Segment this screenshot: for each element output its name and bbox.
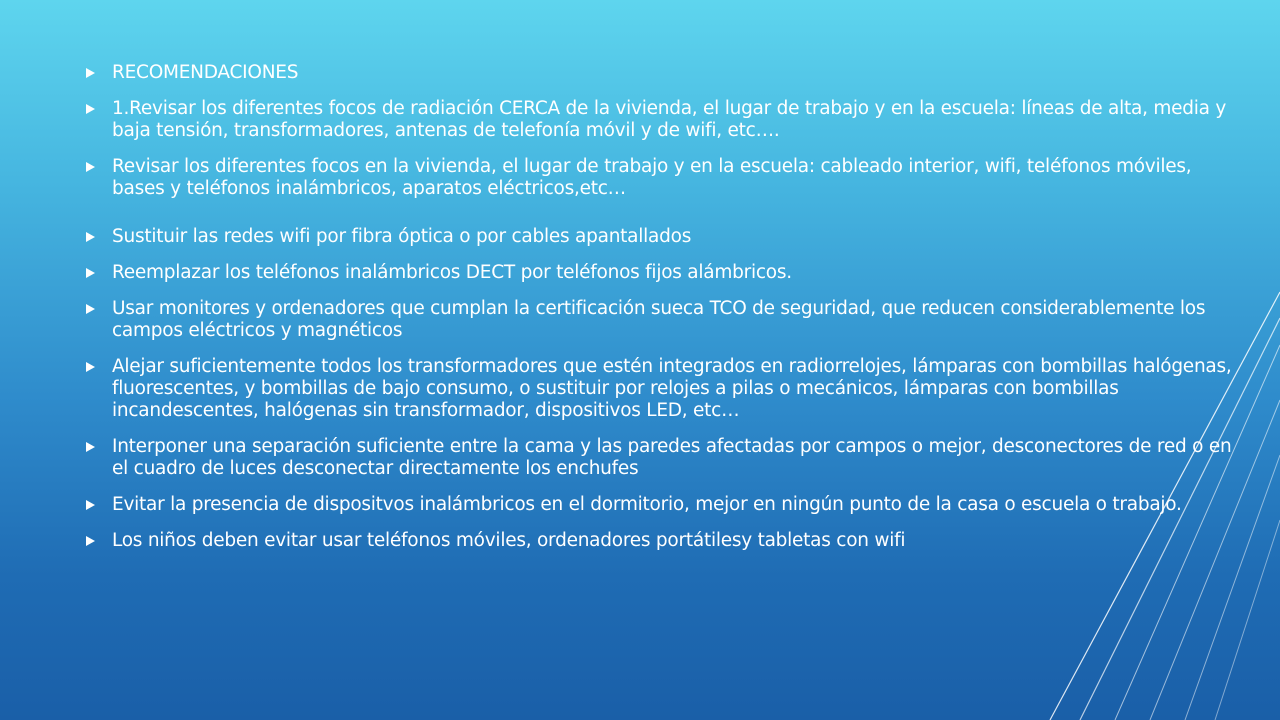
list-item-text: Usar monitores y ordenadores que cumplan la certificación sueca TCO de seguridad, que reducen considerablemente los campos eléctricos y magnéticos [112,298,1206,341]
arrowhead-bullet-icon [86,98,112,120]
list-item-text: Reemplazar los teléfonos inalámbricos DECT por teléfonos fijos alámbricos. [112,262,792,283]
list-item-text: Evitar la presencia de dispositvos inalámbricos en el dormitorio, mejor en ningún punto de la casa o escuela o trabajo. [112,494,1182,515]
bullet-list [86,62,1236,566]
arrowhead-bullet-icon [86,156,112,178]
list-item-text: 1.Revisar los diferentes focos de radiación CERCA de la vivienda, el lugar de trabajo y en la escuela: líneas de alta, media y baja tensión, transformadores, antenas de telefonía móvil y de wifi, etc…. [112,98,1227,141]
list-item-text: Revisar los diferentes focos en la vivienda, el lugar de trabajo y en la escuela: cableado interior, wifi, teléfonos móviles, bases y teléfonos inalámbricos, aparatos eléctricos,etc… [112,156,1192,199]
list-item-text: Sustituir las redes wifi por fibra óptica o por cables apantallados [112,226,692,247]
arrowhead-bullet-icon [86,298,112,320]
arrowhead-bullet-icon [86,530,112,552]
list-item-text: Interponer una separación suficiente entre la cama y las paredes afectadas por campos o mejor, desconectores de red o en el cuadro de luces desconectar directamente los enchufes [112,436,1232,479]
list-item [86,226,1236,248]
arrowhead-bullet-icon [86,226,112,248]
arrowhead-bullet-icon [86,494,112,516]
list-item-text: Los niños deben evitar usar teléfonos móviles, ordenadores portátilesy tabletas con wifi [112,530,906,551]
list-item [86,494,1236,516]
arrowhead-bullet-icon [86,62,112,84]
list-item [86,436,1236,480]
list-item [86,298,1236,342]
list-item [86,530,1236,552]
list-item [86,262,1236,284]
list-item-text: RECOMENDACIONES [112,62,299,83]
list-item [86,98,1236,142]
arrowhead-bullet-icon [86,262,112,284]
list-item [86,156,1236,200]
list-item [86,62,1236,84]
list-item [86,356,1236,422]
list-item-text: Alejar suficientemente todos los transformadores que estén integrados en radiorrelojes, lámparas con bombillas halógenas, fluorescentes, y bombillas de bajo consumo, o sustituir por relojes a pilas o mecánicos, lámparas con bombillas incandescentes, halógenas sin transformador, dispositivos LED, etc… [112,356,1232,421]
arrowhead-bullet-icon [86,436,112,458]
arrowhead-bullet-icon [86,356,112,378]
